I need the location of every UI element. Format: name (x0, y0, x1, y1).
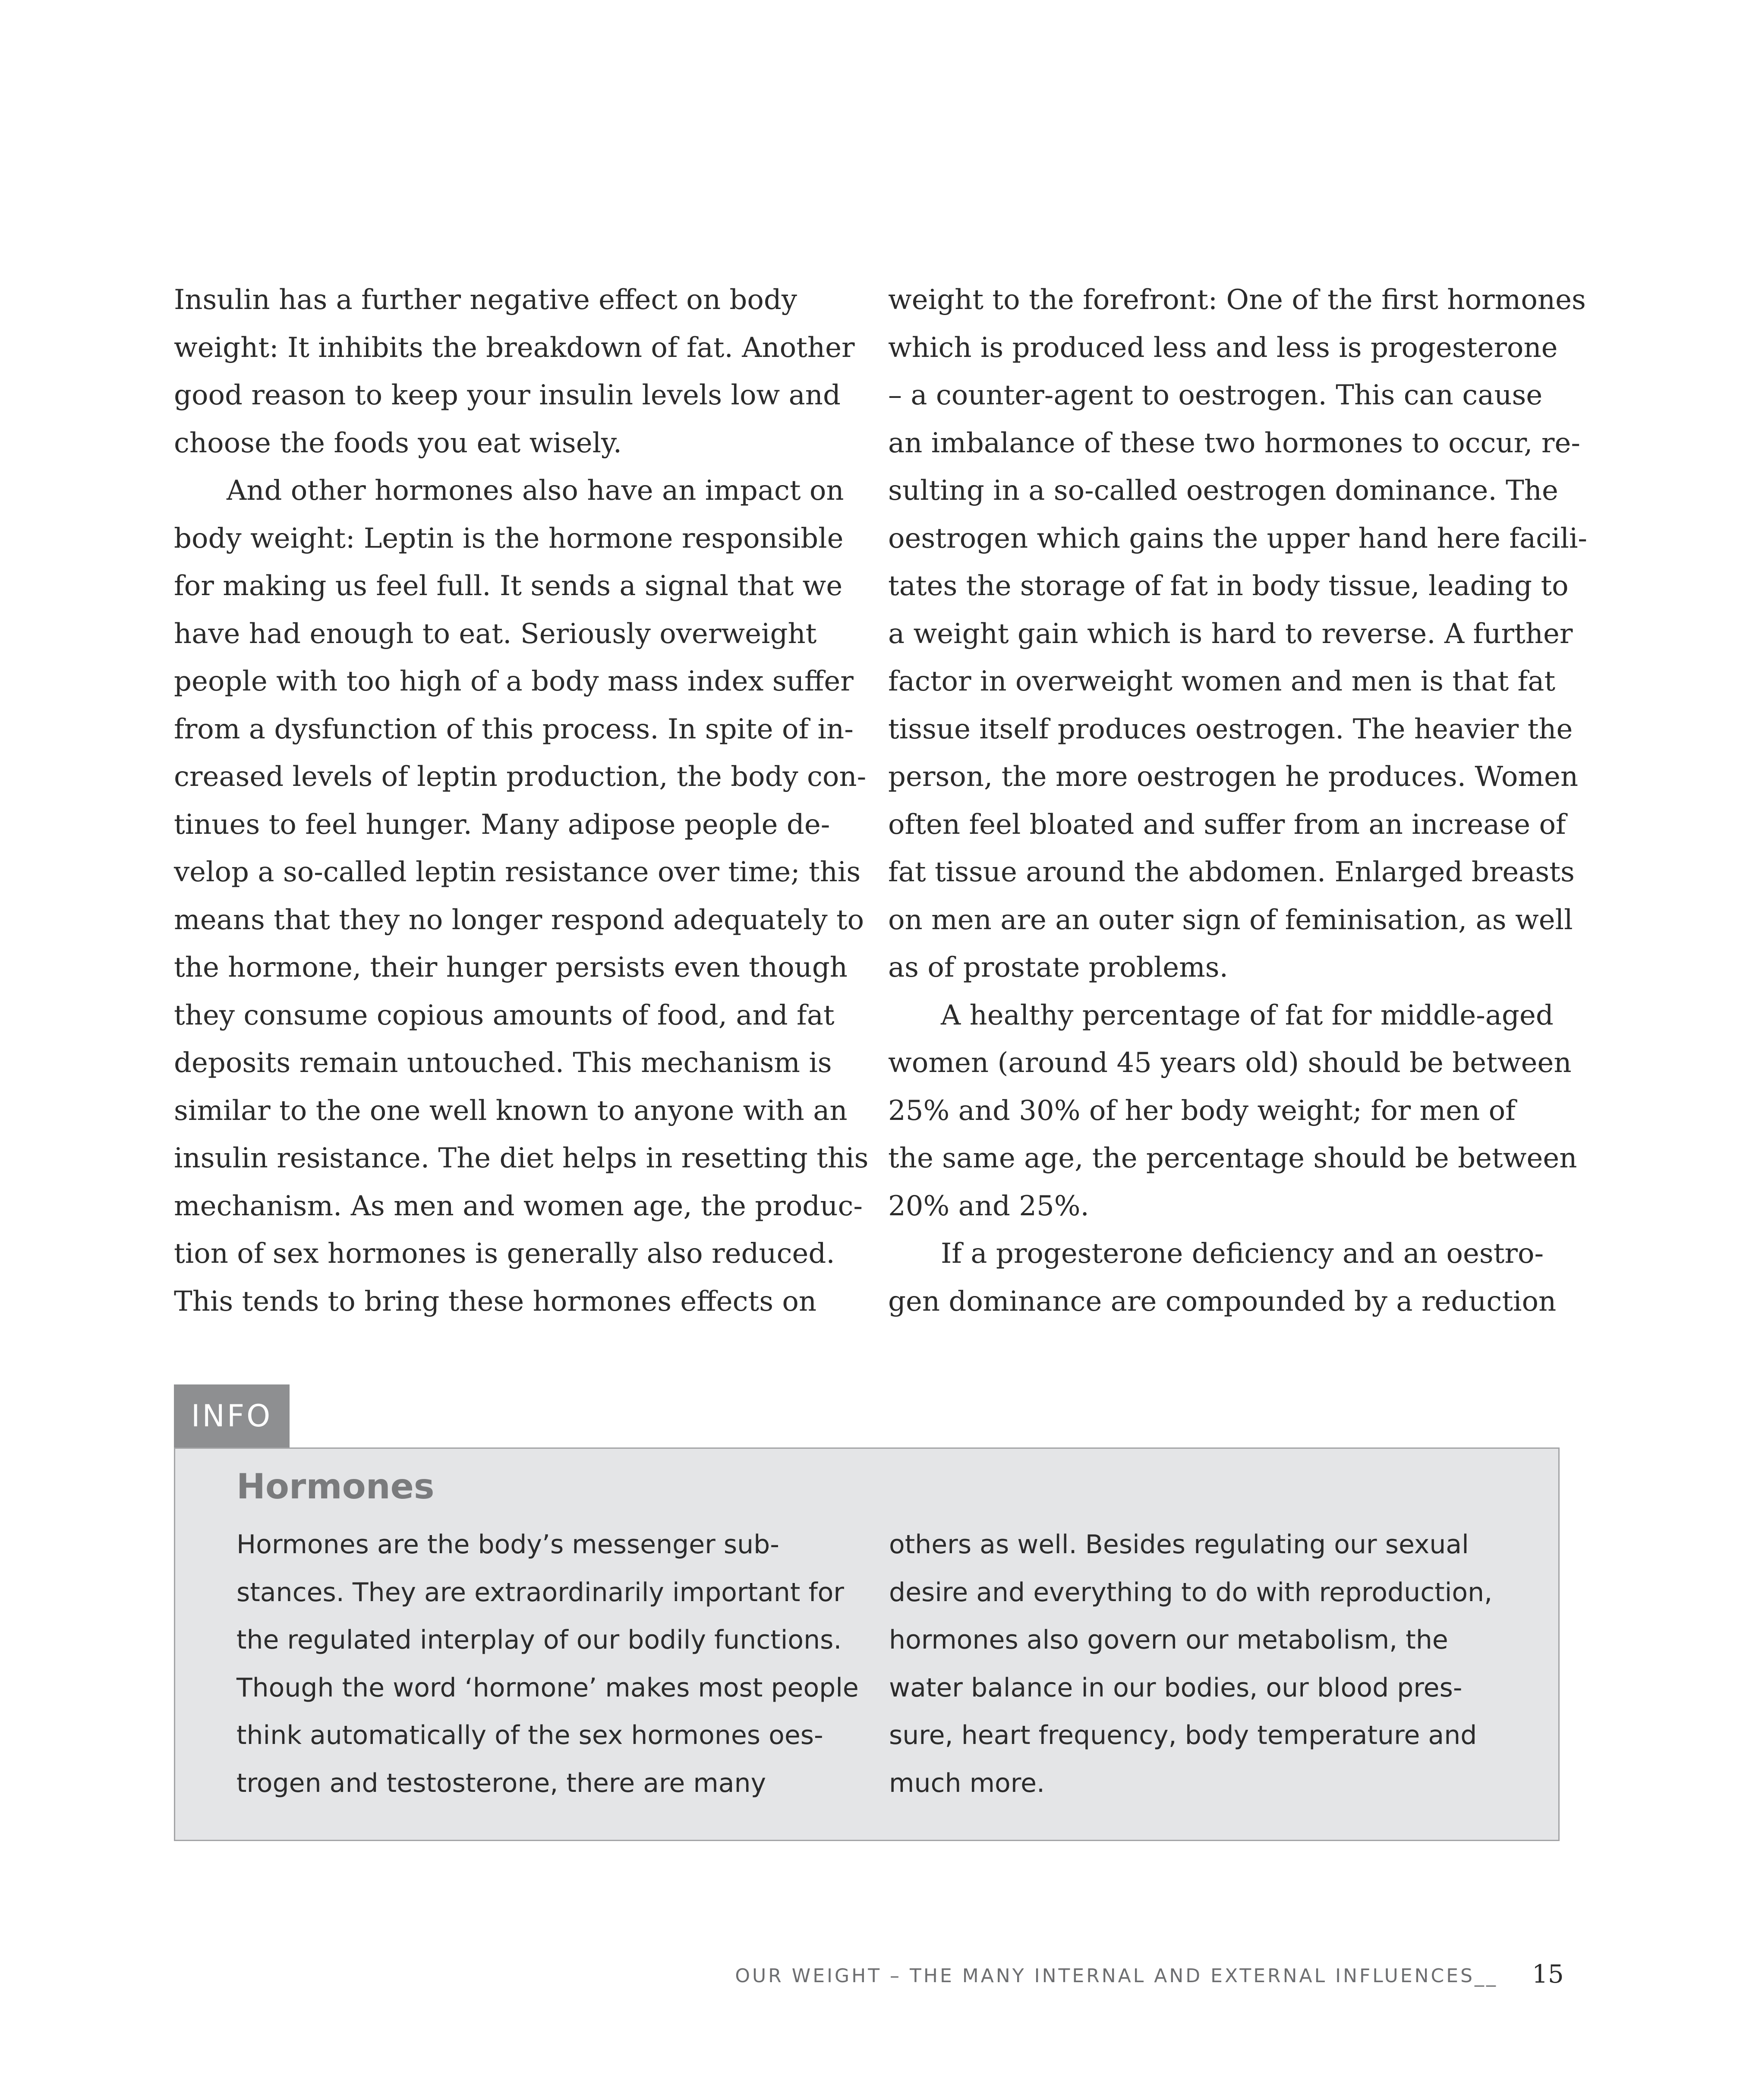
text-line: the hormone, their hunger persists even though (174, 952, 848, 984)
text-line: good reason to keep your insulin levels low and (174, 379, 841, 411)
text-line: tates the storage of fat in body tissue, leading to (888, 570, 1569, 602)
text-line: body weight: Leptin is the hormone responsible (174, 522, 844, 555)
info-text-line: hormones also govern our metabolism, the (889, 1625, 1448, 1655)
text-line: weight to the forefront: One of the first hormones (888, 284, 1586, 316)
text-line: sulting in a so-called oestrogen dominance. The (888, 475, 1558, 507)
text-line: which is produced less and less is progesterone (888, 331, 1558, 364)
text-line: tinues to feel hunger. Many adipose people de- (174, 808, 830, 841)
text-line: an imbalance of these two hormones to occur, re- (888, 427, 1580, 459)
text-line: tissue itself produces oestrogen. The heavier the (888, 713, 1573, 745)
body-column-left (174, 276, 869, 1325)
info-text-line: Hormones are the body’s messenger sub- (236, 1529, 779, 1560)
text-line: deposits remain untouched. This mechanism is (174, 1047, 832, 1079)
body-column-right (888, 276, 1588, 1325)
text-line: choose the foods you eat wisely. (174, 427, 622, 459)
info-text-line: desire and everything to do with reproduction, (889, 1577, 1493, 1608)
footer-running-title: OUR WEIGHT – THE MANY INTERNAL AND EXTERNAL INFLUENCES__ (735, 1965, 1498, 1987)
info-column-left (236, 1521, 884, 1807)
text-line: from a dysfunction of this process. In spite of in- (174, 713, 854, 745)
text-line: velop a so-called leptin resistance over time; this (174, 856, 861, 888)
text-line: a weight gain which is hard to reverse. A further (888, 618, 1573, 650)
info-tab-label: INFO (174, 1384, 290, 1447)
text-line: This tends to bring these hormones effects on (174, 1285, 817, 1318)
text-line: 20% and 25%. (888, 1190, 1089, 1222)
info-text-line: Though the word ‘hormone’ makes most people (236, 1672, 859, 1703)
text-line: factor in overweight women and men is that fat (888, 665, 1556, 697)
text-line: And other hormones also have an impact on (227, 475, 844, 507)
text-line: – a counter-agent to oestrogen. This can cause (888, 379, 1543, 411)
info-text-line: stances. They are extraordinarily important for (236, 1577, 844, 1608)
text-line: similar to the one well known to anyone with an (174, 1094, 848, 1127)
info-text-line: the regulated interplay of our bodily functions. (236, 1625, 842, 1655)
info-box-title: Hormones (236, 1466, 435, 1507)
text-line: If a progesterone deficiency and an oestro- (941, 1238, 1544, 1270)
text-line: fat tissue around the abdomen. Enlarged breasts (888, 856, 1575, 888)
text-line: means that they no longer respond adequately to (174, 904, 864, 936)
info-text-line: water balance in our bodies, our blood pres- (889, 1672, 1462, 1703)
text-line: the same age, the percentage should be between (888, 1142, 1577, 1174)
text-line: A healthy percentage of fat for middle-aged (941, 999, 1554, 1031)
text-line: have had enough to eat. Seriously overweight (174, 618, 817, 650)
text-line: oestrogen which gains the upper hand here facili- (888, 522, 1588, 555)
text-line: mechanism. As men and women age, the produc- (174, 1190, 863, 1222)
info-text-line: sure, heart frequency, body temperature and (889, 1720, 1477, 1750)
text-line: people with too high of a body mass index suffer (174, 665, 854, 697)
info-text-line: others as well. Besides regulating our sexual (889, 1529, 1469, 1560)
info-column-right (889, 1521, 1536, 1807)
text-line: they consume copious amounts of food, and fat (174, 999, 835, 1031)
text-line: on men are an outer sign of feminisation, as well (888, 904, 1573, 936)
text-line: as of prostate problems. (888, 952, 1228, 984)
text-line: Insulin has a further negative effect on body (174, 284, 797, 316)
text-line: creased levels of leptin production, the body con- (174, 761, 867, 793)
text-line: gen dominance are compounded by a reduction (888, 1285, 1557, 1318)
text-line: tion of sex hormones is generally also reduced. (174, 1238, 835, 1270)
text-line: insulin resistance. The diet helps in resetting this (174, 1142, 869, 1174)
text-line: 25% and 30% of her body weight; for men of (888, 1094, 1516, 1127)
info-text-line: think automatically of the sex hormones oes- (236, 1720, 823, 1750)
page-number: 15 (1532, 1959, 1564, 1989)
text-line: weight: It inhibits the breakdown of fat. Another (174, 331, 855, 364)
text-line: often feel bloated and suffer from an increase of (888, 808, 1566, 841)
text-line: person, the more oestrogen he produces. Women (888, 761, 1579, 793)
text-line: for making us feel full. It sends a signal that we (174, 570, 843, 602)
info-text-line: much more. (889, 1768, 1045, 1798)
text-line: women (around 45 years old) should be between (888, 1047, 1572, 1079)
info-text-line: trogen and testosterone, there are many (236, 1768, 766, 1798)
